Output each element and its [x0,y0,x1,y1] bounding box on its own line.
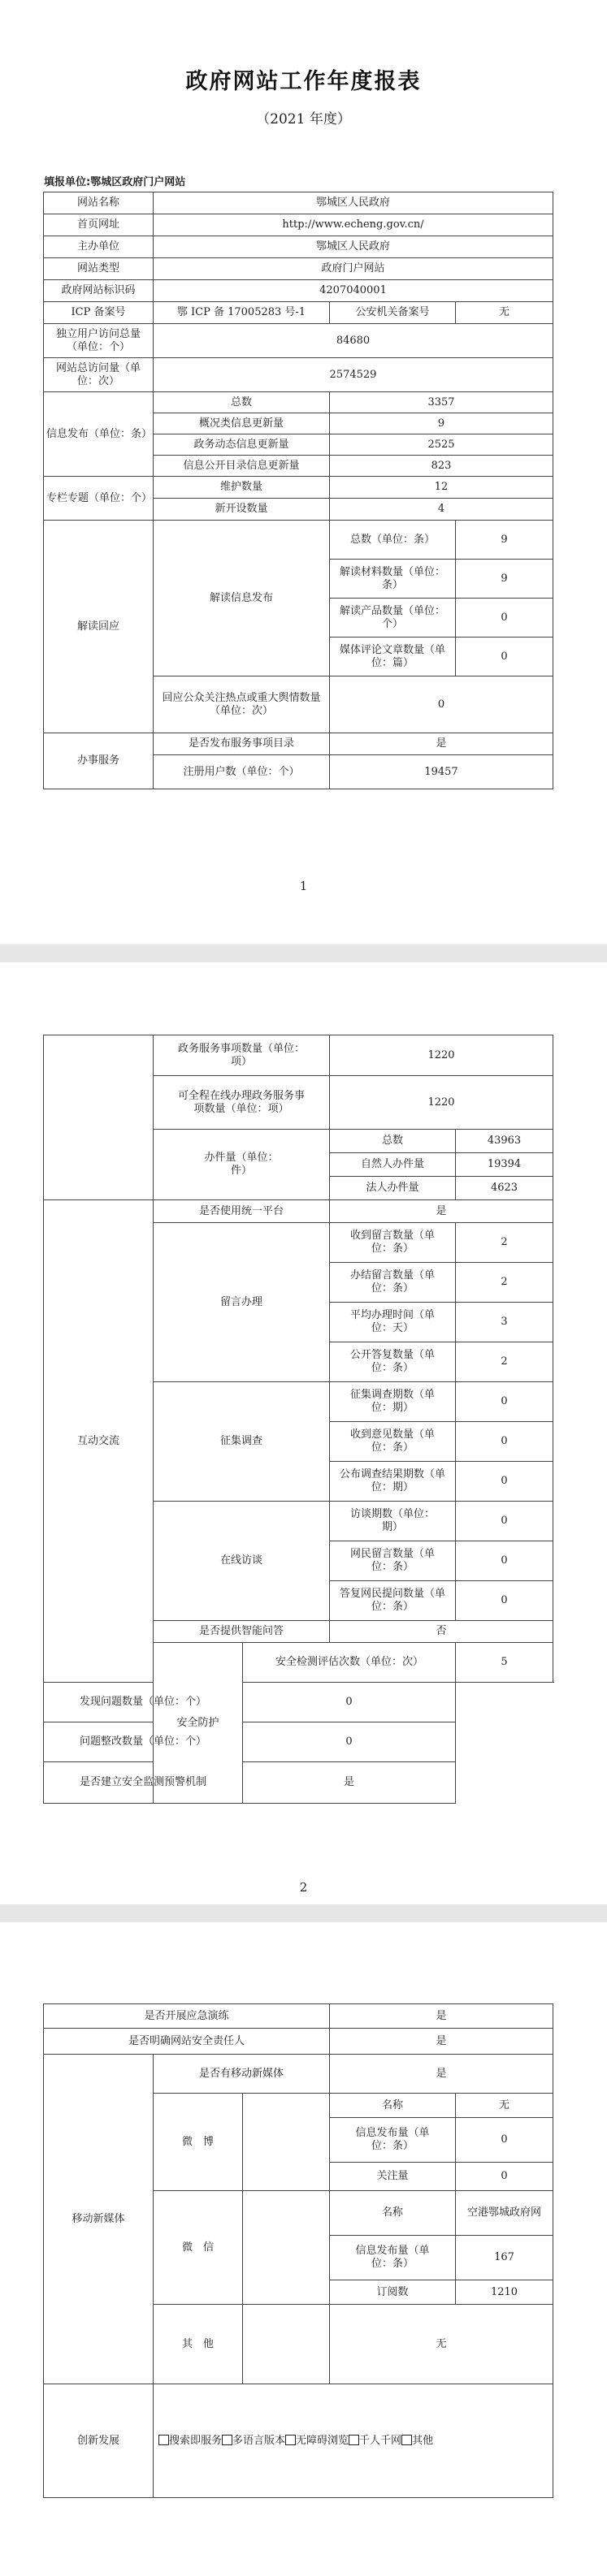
value: 1220 [330,1035,553,1076]
value: 鄂城区人民政府 [154,192,553,214]
label: 回应公众关注热点或重大舆情数量（单位：次） [154,676,330,733]
value: 9 [456,521,553,560]
page-number: 2 [299,1880,308,1895]
value: 3357 [330,392,553,413]
value: 0 [456,599,553,638]
label: 是否发布服务事项目录 [154,733,330,755]
label: 安全检测评估次数（单位：次） [243,1643,456,1683]
group-label: 创新发展 [44,2384,154,2498]
value: 12 [330,477,553,499]
label: 独立用户访问总量（单位：个） [44,324,154,358]
label: 网站总访问量（单位：次） [44,358,154,392]
label: 网站类型 [44,258,154,280]
value: 9 [456,560,553,599]
value: 无 [330,2305,553,2384]
label: 政府网站标识码 [44,280,154,302]
report-year: （2021 年度） [256,111,351,128]
label: 网民留言数量（单位：条） [330,1541,456,1581]
value: 是 [330,1200,553,1223]
option-multilanguage[interactable]: 多语言版本 [222,2435,285,2447]
value: 0 [456,638,553,676]
value: 空港鄂城政府网 [456,2191,553,2236]
value: 0 [330,676,553,733]
value: 3 [456,1303,553,1342]
wechat-label: 微 信 [154,2191,243,2305]
group-label: 互动交流 [44,1200,154,1683]
page-number: 1 [299,879,308,893]
page-separator [0,944,607,962]
label: 办结留言数量（单位：条） [330,1263,456,1303]
group-label: 专栏专题（单位：个） [44,477,154,521]
label: 自然人办件量 [330,1153,456,1177]
value: 2525 [330,434,553,456]
value: 2 [456,1263,553,1303]
value: 823 [330,456,553,477]
label: 名称 [330,2191,456,2236]
group-label: 解读回应 [44,521,154,733]
label: 概况类信息更新量 [154,413,330,434]
label: 新开设数量 [154,499,330,521]
value: 43963 [456,1130,553,1153]
report-page-3 [0,1922,607,2576]
report-table-part-1 [43,192,553,789]
label: 信息发布量（单位：条） [330,2118,456,2163]
value: 0 [456,2118,553,2163]
label: 是否有移动新媒体 [154,2055,330,2094]
group-label: 移动新媒体 [44,2055,154,2384]
value: 0 [456,1581,553,1621]
checkbox-icon [349,2435,359,2445]
report-title: 政府网站工作年度报表 [185,69,422,94]
value: 0 [243,1683,456,1722]
weibo-label: 微 博 [154,2094,243,2191]
label: 公开答复数量（单位：条） [330,1342,456,1382]
value: 0 [456,2163,553,2191]
value: 5 [456,1643,553,1683]
label: 公安机关备案号 [330,302,456,324]
value: 是 [330,2004,553,2029]
label: 名称 [330,2094,456,2118]
label: 主办单位 [44,236,154,258]
subgroup-label: 解读信息发布 [154,521,330,676]
group-label: 安全防护 [154,1643,243,1804]
label: 发现问题数量（单位：个） [44,1683,243,1722]
value: 2 [456,1342,553,1382]
value: 是 [330,2055,553,2094]
filing-unit: 填报单位:鄂城区政府门户网站 [44,176,186,188]
value: 鄂城区人民政府 [154,236,553,258]
value: 2 [456,1223,553,1263]
value: 无 [456,302,553,324]
label: 首页网址 [44,214,154,236]
value: 是 [330,2029,553,2055]
checkbox-icon [158,2435,169,2445]
subgroup-label: 征集调查 [154,1382,330,1502]
label: 是否明确网站安全责任人 [44,2029,330,2055]
value: 84680 [154,324,553,358]
group-label: 信息发布（单位：条） [44,392,154,477]
label: ICP 备案号 [44,302,154,324]
label: 征集调查期数（单位：期） [330,1382,456,1422]
value: 1210 [456,2280,553,2305]
value: 鄂 ICP 备 17005283 号-1 [154,302,330,324]
label: 总数 [330,1130,456,1153]
label: 是否提供智能问答 [154,1621,330,1643]
value: 4207040001 [154,280,553,302]
option-accessibility[interactable]: 无障碍浏览 [285,2435,349,2447]
option-search-service[interactable]: 搜索即服务 [158,2435,222,2447]
label: 问题整改数量（单位：个） [44,1722,243,1762]
checkbox-icon [401,2435,412,2445]
label: 政务服务事项数量（单位：项） [154,1035,330,1076]
label: 公布调查结果期数（单位：期） [330,1462,456,1502]
label: 法人办件量 [330,1177,456,1200]
label: 媒体评论文章数量（单位：篇） [330,638,456,676]
home-url[interactable]: http://www.echeng.gov.cn/ [154,214,553,236]
value: 政府门户网站 [154,258,553,280]
report-page-2 [0,962,607,1904]
subgroup-label: 留言办理 [154,1223,330,1382]
value: 4623 [456,1177,553,1200]
label: 是否开展应急演练 [44,2004,330,2029]
checkbox-icon [285,2435,296,2445]
group-label [44,1035,154,1200]
label: 政务动态信息更新量 [154,434,330,456]
page-separator [0,1904,607,1922]
label: 维护数量 [154,477,330,499]
option-other[interactable]: 其他 [401,2435,433,2447]
value: 2574529 [154,358,553,392]
value: 1220 [330,1076,553,1130]
value: 0 [456,1541,553,1581]
label: 是否使用统一平台 [154,1200,330,1223]
option-personalized[interactable]: 千人千网 [349,2435,401,2447]
report-table-part-2 [43,1035,553,1804]
value: 0 [456,1462,553,1502]
value: 9 [330,413,553,434]
label: 网站名称 [44,192,154,214]
label: 解读材料数量（单位：条） [330,560,456,599]
label: 答复网民提问数量（单位：条） [330,1581,456,1621]
other-label: 其 他 [154,2305,243,2384]
value: 0 [243,1722,456,1762]
report-table-part-3 [43,2003,553,2498]
label: 信息发布量（单位：条） [330,2236,456,2280]
value: 是 [243,1762,456,1804]
label: 收到意见数量（单位：条） [330,1422,456,1462]
label: 总数（单位：条） [330,521,456,560]
checkbox-icon [222,2435,232,2445]
subgroup-label: 在线访谈 [154,1502,330,1621]
label: 是否建立安全监测预警机制 [44,1762,243,1804]
value: 4 [330,499,553,521]
label: 办件量（单位：件） [154,1130,330,1200]
value: 19394 [456,1153,553,1177]
label: 平均办理时间（单位：天） [330,1303,456,1342]
label: 信息公开目录信息更新量 [154,456,330,477]
value: 是 [330,733,553,755]
value: 19457 [330,755,553,789]
label: 总数 [154,392,330,413]
label: 可全程在线办理政务服务事项数量（单位：项） [154,1076,330,1130]
value: 0 [456,1382,553,1422]
value: 167 [456,2236,553,2280]
group-label: 办事服务 [44,733,154,789]
label: 关注量 [330,2163,456,2191]
innovation-options [154,2384,553,2498]
label: 订阅数 [330,2280,456,2305]
label: 收到留言数量（单位：条） [330,1223,456,1263]
value: 否 [330,1621,553,1643]
label: 解读产品数量（单位：个） [330,599,456,638]
label: 注册用户数（单位：个） [154,755,330,789]
report-page-1 [0,0,607,944]
label: 访谈期数（单位：期） [330,1502,456,1541]
value: 0 [456,1502,553,1541]
value: 0 [456,1422,553,1462]
value: 无 [456,2094,553,2118]
